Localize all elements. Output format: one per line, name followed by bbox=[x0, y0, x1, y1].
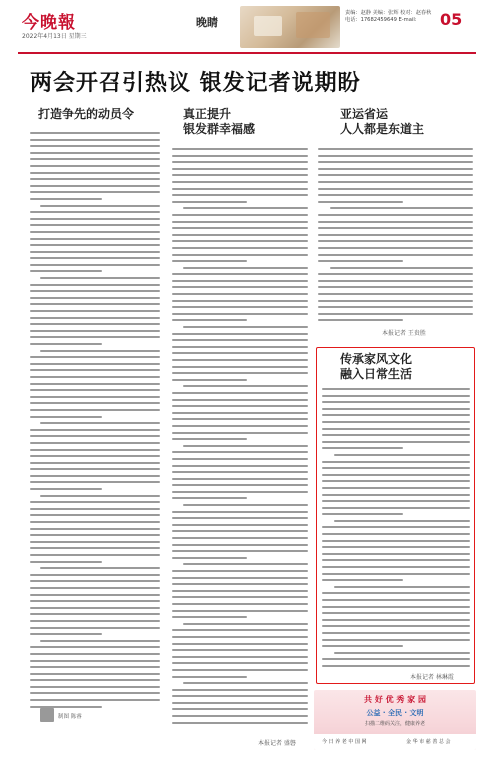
text-line bbox=[30, 290, 160, 292]
text-line bbox=[30, 607, 160, 609]
text-line bbox=[30, 574, 160, 576]
text-line bbox=[30, 363, 160, 365]
text-line bbox=[172, 596, 308, 598]
text-line bbox=[322, 526, 470, 528]
text-line bbox=[322, 546, 470, 548]
text-line bbox=[30, 356, 160, 358]
right-article-body bbox=[318, 148, 473, 326]
right-byline: 本报记者 王贵胜 bbox=[382, 330, 426, 337]
text-line bbox=[30, 191, 160, 193]
text-line bbox=[172, 610, 308, 612]
text-line bbox=[30, 475, 160, 477]
text-line bbox=[318, 234, 473, 236]
text-line bbox=[172, 333, 308, 335]
text-line bbox=[172, 254, 308, 256]
text-line bbox=[172, 425, 308, 427]
text-line bbox=[318, 254, 473, 256]
ad-banner[interactable] bbox=[314, 690, 476, 750]
editor-contact: 电话：17682459649 E-mail: bbox=[345, 17, 417, 23]
text-line bbox=[40, 422, 160, 424]
text-line bbox=[30, 547, 160, 549]
text-line bbox=[318, 247, 473, 249]
feature-title-line1: 传承家风文化 bbox=[340, 352, 413, 366]
text-line bbox=[30, 488, 102, 490]
text-line bbox=[183, 445, 308, 447]
text-line bbox=[322, 665, 470, 667]
text-line bbox=[30, 139, 160, 141]
text-line bbox=[172, 260, 247, 262]
text-line bbox=[322, 434, 470, 436]
text-line bbox=[322, 540, 470, 542]
text-line bbox=[172, 359, 308, 361]
text-line bbox=[318, 319, 403, 321]
text-line bbox=[172, 643, 308, 645]
text-line bbox=[318, 260, 403, 262]
photo-caption: 制图 陈睿 bbox=[58, 714, 82, 720]
text-line bbox=[30, 481, 160, 483]
text-line bbox=[30, 409, 160, 411]
text-line bbox=[172, 530, 308, 532]
text-line bbox=[172, 339, 308, 341]
text-line bbox=[30, 231, 160, 233]
text-line bbox=[322, 428, 470, 430]
text-line bbox=[172, 603, 308, 605]
text-line bbox=[322, 632, 470, 634]
text-line bbox=[322, 592, 470, 594]
text-line bbox=[30, 257, 160, 259]
text-line bbox=[322, 487, 470, 489]
text-line bbox=[318, 221, 473, 223]
text-line bbox=[30, 455, 160, 457]
text-line bbox=[30, 251, 160, 253]
text-line bbox=[30, 211, 160, 213]
text-line bbox=[172, 702, 308, 704]
text-line bbox=[322, 612, 470, 614]
text-line bbox=[172, 662, 308, 664]
text-line bbox=[334, 520, 470, 522]
text-line bbox=[172, 372, 308, 374]
text-line bbox=[172, 517, 308, 519]
text-line bbox=[30, 686, 160, 688]
text-line bbox=[172, 399, 308, 401]
text-line bbox=[172, 590, 308, 592]
text-line bbox=[330, 207, 473, 209]
text-line bbox=[318, 181, 473, 183]
text-line bbox=[172, 366, 308, 368]
text-line bbox=[318, 168, 473, 170]
right-title-line1: 亚运省运 bbox=[340, 107, 389, 121]
text-line bbox=[172, 465, 308, 467]
text-line bbox=[322, 599, 470, 601]
left-article-body bbox=[30, 132, 160, 712]
text-line bbox=[172, 708, 308, 710]
middle-title-line2: 银发群幸福感 bbox=[183, 122, 256, 136]
text-line bbox=[30, 396, 160, 398]
text-line bbox=[30, 627, 160, 629]
text-line bbox=[172, 458, 308, 460]
editor-names: 责编：赵静 美编：张辉 校对：赵春秋 bbox=[345, 10, 432, 16]
middle-article-title bbox=[183, 107, 255, 137]
text-line bbox=[172, 352, 308, 354]
text-line bbox=[322, 494, 470, 496]
text-line bbox=[30, 323, 160, 325]
text-line bbox=[172, 273, 308, 275]
text-line bbox=[172, 201, 247, 203]
text-line bbox=[30, 172, 160, 174]
text-line bbox=[172, 656, 308, 658]
feature-title-line2: 融入日常生活 bbox=[340, 367, 413, 381]
text-line bbox=[30, 152, 160, 154]
text-line bbox=[172, 280, 308, 282]
text-line bbox=[30, 442, 160, 444]
text-line bbox=[318, 300, 473, 302]
text-line bbox=[30, 218, 160, 220]
text-line bbox=[172, 550, 308, 552]
text-line bbox=[30, 198, 102, 200]
text-line bbox=[30, 468, 160, 470]
text-line bbox=[30, 561, 102, 563]
text-line bbox=[334, 652, 470, 654]
masthead-photo bbox=[240, 6, 340, 48]
text-line bbox=[172, 306, 308, 308]
editor-info bbox=[345, 10, 445, 24]
text-line bbox=[172, 676, 247, 678]
text-line bbox=[30, 376, 160, 378]
text-line bbox=[30, 435, 160, 437]
text-line bbox=[172, 194, 308, 196]
text-line bbox=[183, 326, 308, 328]
text-line bbox=[172, 293, 308, 295]
text-line bbox=[30, 145, 160, 147]
middle-article-body bbox=[172, 148, 308, 728]
text-line bbox=[318, 214, 473, 216]
text-line bbox=[30, 343, 102, 345]
edition-label: 晚睛 bbox=[196, 16, 218, 29]
text-line bbox=[172, 412, 308, 414]
middle-byline: 本报记者 盛磐 bbox=[258, 740, 296, 747]
text-line bbox=[172, 346, 308, 348]
text-line bbox=[172, 168, 308, 170]
text-line bbox=[172, 451, 308, 453]
text-line bbox=[318, 155, 473, 157]
ad-subtext: 扫描二维码关注，健康养老 bbox=[364, 721, 425, 727]
text-line bbox=[318, 201, 403, 203]
text-line bbox=[30, 336, 160, 338]
text-line bbox=[30, 528, 160, 530]
text-line bbox=[30, 158, 160, 160]
text-line bbox=[30, 554, 160, 556]
text-line bbox=[322, 474, 470, 476]
text-line bbox=[172, 484, 308, 486]
text-line bbox=[172, 544, 308, 546]
text-line bbox=[172, 234, 308, 236]
text-line bbox=[30, 297, 160, 299]
text-line bbox=[318, 306, 473, 308]
text-line bbox=[318, 240, 473, 242]
right-title-line2: 人人都是东道主 bbox=[340, 122, 425, 136]
text-line bbox=[30, 244, 160, 246]
text-line bbox=[183, 207, 308, 209]
text-line bbox=[322, 395, 470, 397]
text-line bbox=[30, 534, 160, 536]
text-line bbox=[172, 649, 308, 651]
text-line bbox=[172, 669, 308, 671]
text-line bbox=[30, 521, 160, 523]
text-line bbox=[30, 284, 160, 286]
text-line bbox=[322, 658, 470, 660]
text-line bbox=[172, 286, 308, 288]
text-line bbox=[318, 313, 473, 315]
text-line bbox=[322, 606, 470, 608]
text-line bbox=[172, 491, 308, 493]
text-line bbox=[322, 566, 470, 568]
text-line bbox=[30, 541, 160, 543]
left-article-title: 打造争先的动员令 bbox=[38, 107, 135, 121]
ad-headline: 共 好 优 秀 家 园 bbox=[364, 694, 426, 704]
text-line bbox=[30, 449, 160, 451]
text-line bbox=[172, 689, 308, 691]
text-line bbox=[40, 350, 160, 352]
text-line bbox=[334, 586, 470, 588]
text-line bbox=[172, 722, 308, 724]
text-line bbox=[172, 155, 308, 157]
text-line bbox=[172, 478, 308, 480]
text-line bbox=[322, 625, 470, 627]
text-line bbox=[322, 441, 470, 443]
text-line bbox=[183, 682, 308, 684]
text-line bbox=[172, 319, 247, 321]
text-line bbox=[322, 507, 470, 509]
text-line bbox=[172, 577, 308, 579]
text-line bbox=[172, 221, 308, 223]
text-line bbox=[30, 646, 160, 648]
text-line bbox=[30, 383, 160, 385]
text-line bbox=[322, 447, 403, 449]
text-line bbox=[30, 514, 160, 516]
text-line bbox=[30, 402, 160, 404]
text-line bbox=[30, 238, 160, 240]
ad-footer bbox=[314, 734, 476, 750]
text-line bbox=[183, 623, 308, 625]
text-line bbox=[30, 600, 160, 602]
text-line bbox=[172, 511, 308, 513]
text-line bbox=[322, 414, 470, 416]
text-line bbox=[30, 580, 160, 582]
text-line bbox=[322, 579, 403, 581]
ad-slogan: 公益 · 全民 · 文明 bbox=[366, 709, 424, 717]
feature-article-title bbox=[340, 352, 412, 382]
newspaper-logo: 今晚報 bbox=[22, 13, 76, 33]
text-line bbox=[40, 640, 160, 642]
text-line bbox=[172, 583, 308, 585]
text-line bbox=[334, 454, 470, 456]
text-line bbox=[30, 613, 160, 615]
text-line bbox=[30, 416, 102, 418]
text-line bbox=[40, 495, 160, 497]
text-line bbox=[322, 421, 470, 423]
text-line bbox=[30, 185, 160, 187]
text-line bbox=[30, 224, 160, 226]
text-line bbox=[322, 401, 470, 403]
page-number: 05 bbox=[440, 10, 463, 29]
text-line bbox=[30, 594, 160, 596]
text-line bbox=[322, 553, 470, 555]
text-line bbox=[30, 620, 160, 622]
text-line bbox=[318, 148, 473, 150]
text-line bbox=[318, 161, 473, 163]
text-line bbox=[318, 286, 473, 288]
text-line bbox=[30, 178, 160, 180]
text-line bbox=[318, 194, 473, 196]
text-line bbox=[322, 645, 403, 647]
text-line bbox=[30, 369, 160, 371]
text-line bbox=[172, 181, 308, 183]
text-line bbox=[322, 533, 470, 535]
text-line bbox=[30, 501, 160, 503]
text-line bbox=[30, 653, 160, 655]
text-line bbox=[322, 467, 470, 469]
text-line bbox=[172, 636, 308, 638]
text-line bbox=[318, 280, 473, 282]
text-line bbox=[172, 471, 308, 473]
text-line bbox=[183, 385, 308, 387]
text-line bbox=[172, 432, 308, 434]
text-line bbox=[172, 438, 247, 440]
text-line bbox=[322, 559, 470, 561]
text-line bbox=[172, 313, 308, 315]
text-line bbox=[172, 214, 308, 216]
text-line bbox=[322, 408, 470, 410]
text-line bbox=[172, 227, 308, 229]
feature-article-body bbox=[322, 388, 470, 672]
text-line bbox=[172, 161, 308, 163]
text-line bbox=[183, 504, 308, 506]
text-line bbox=[30, 270, 102, 272]
text-line bbox=[30, 264, 160, 266]
text-line bbox=[318, 293, 473, 295]
text-line bbox=[322, 500, 470, 502]
text-line bbox=[30, 132, 160, 134]
text-line bbox=[30, 165, 160, 167]
text-line bbox=[172, 148, 308, 150]
text-line bbox=[172, 392, 308, 394]
text-line bbox=[183, 267, 308, 269]
text-line bbox=[318, 227, 473, 229]
ad-sponsor-left: 今 日 养 老 中 国 网 bbox=[322, 739, 367, 745]
text-line bbox=[322, 480, 470, 482]
text-line bbox=[322, 573, 470, 575]
text-line bbox=[30, 508, 160, 510]
text-line bbox=[30, 692, 160, 694]
text-line bbox=[172, 247, 308, 249]
text-line bbox=[40, 567, 160, 569]
text-line bbox=[318, 273, 473, 275]
text-line bbox=[30, 660, 160, 662]
right-article-title bbox=[340, 107, 424, 137]
text-line bbox=[318, 174, 473, 176]
text-line bbox=[30, 673, 160, 675]
text-line bbox=[30, 587, 160, 589]
text-line bbox=[322, 619, 470, 621]
issue-date: 2022年4月13日 星期三 bbox=[22, 33, 87, 40]
text-line bbox=[172, 695, 308, 697]
page-headline: 两会开召引热议 银发记者说期盼 bbox=[30, 70, 361, 96]
middle-title-line1: 真正提升 bbox=[183, 107, 232, 121]
text-line bbox=[30, 303, 160, 305]
text-line bbox=[322, 513, 403, 515]
text-line bbox=[172, 629, 308, 631]
text-line bbox=[172, 418, 308, 420]
text-line bbox=[318, 188, 473, 190]
text-line bbox=[322, 388, 470, 390]
text-line bbox=[30, 310, 160, 312]
text-line bbox=[172, 557, 247, 559]
text-line bbox=[183, 563, 308, 565]
text-line bbox=[30, 462, 160, 464]
text-line bbox=[40, 277, 160, 279]
author-photo bbox=[40, 708, 54, 722]
text-line bbox=[172, 715, 308, 717]
text-line bbox=[30, 633, 102, 635]
text-line bbox=[172, 497, 247, 499]
text-line bbox=[172, 570, 308, 572]
text-line bbox=[172, 379, 247, 381]
masthead-divider bbox=[18, 52, 476, 54]
text-line bbox=[322, 639, 470, 641]
text-line bbox=[40, 205, 160, 207]
text-line bbox=[30, 429, 160, 431]
text-line bbox=[172, 240, 308, 242]
masthead bbox=[0, 0, 493, 58]
ad-sponsor-right: 金 华 市 慈 善 总 会 bbox=[406, 739, 451, 745]
text-line bbox=[172, 537, 308, 539]
text-line bbox=[172, 174, 308, 176]
text-line bbox=[30, 330, 160, 332]
text-line bbox=[172, 405, 308, 407]
text-line bbox=[30, 699, 160, 701]
text-line bbox=[30, 389, 160, 391]
text-line bbox=[30, 679, 160, 681]
text-line bbox=[30, 666, 160, 668]
text-line bbox=[172, 616, 247, 618]
text-line bbox=[330, 267, 473, 269]
text-line bbox=[30, 317, 160, 319]
text-line bbox=[322, 461, 470, 463]
feature-byline: 本报记者 林琳霞 bbox=[410, 674, 454, 681]
text-line bbox=[172, 188, 308, 190]
text-line bbox=[172, 524, 308, 526]
text-line bbox=[172, 300, 308, 302]
